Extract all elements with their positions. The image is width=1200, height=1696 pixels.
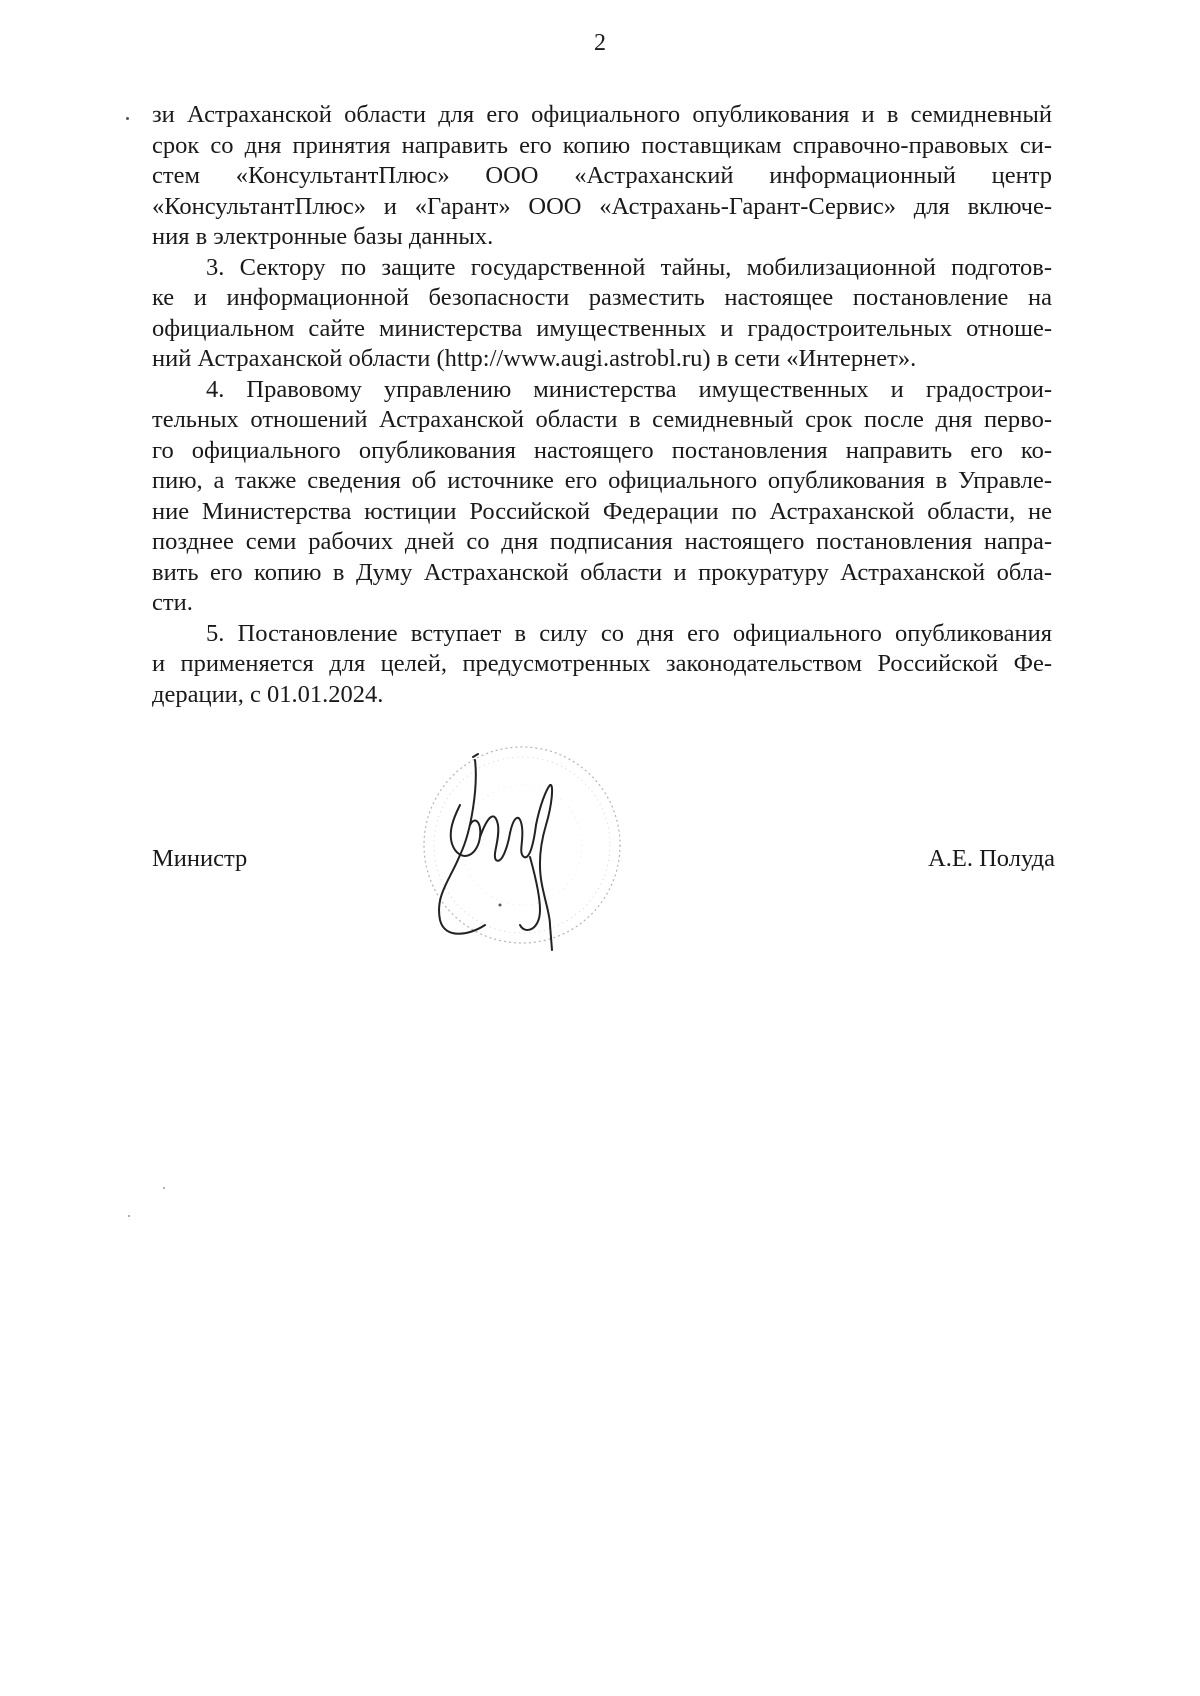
text-line: пию, а также сведения об источнике его официального опубликования в Управле- — [152, 467, 1052, 494]
handwritten-signature — [439, 754, 552, 950]
text-line: и применяется для целей, предусмотренных законодательством Российской Фе- — [152, 650, 1052, 677]
scan-speck — [128, 1215, 130, 1217]
page-number: 2 — [594, 30, 606, 56]
stamp-and-signature-image — [400, 745, 645, 990]
text-line: 5. Постановление вступает в силу со дня его официального опубликования — [206, 619, 1052, 647]
text-line: позднее семи рабочих дней со дня подписания настоящего постановления напра- — [152, 528, 1052, 555]
text-line: вить его копию в Думу Астраханской области и прокуратуру Астраханской обла- — [152, 558, 1052, 586]
signatory-name: А.Е. Полуда — [928, 845, 1055, 872]
scan-speck — [163, 1187, 165, 1189]
text-line: срок со дня принятия направить его копию поставщикам справочно-правовых си- — [152, 131, 1052, 159]
ink-dot — [499, 904, 502, 907]
text-line: сти. — [152, 589, 193, 616]
document-body — [152, 100, 1052, 710]
text-line: «КонсультантПлюс» и «Гарант» ООО «Астрахань-Гарант-Сервис» для включе- — [152, 192, 1052, 220]
text-line: ний Астраханской области (http://www.augi.astrobl.ru) в сети «Интернет». — [152, 345, 917, 372]
signature-with-stamp — [400, 745, 645, 990]
text-line: зи Астраханской области для его официального опубликования и в семидневный — [152, 101, 1052, 128]
text-line: го официального опубликования настоящего постановления направить его ко- — [152, 436, 1052, 464]
text-line: ние Министерства юстиции Российской Федерации по Астраханской области, не — [152, 497, 1052, 525]
text-line: дерации, с 01.01.2024. — [152, 680, 384, 708]
text-line: официальном сайте министерства имущественных и градостроительных отноше- — [152, 314, 1052, 342]
scan-artifact-dot — [126, 117, 129, 120]
text-line: 3. Сектору по защите государственной тайны, мобилизационной подготов- — [206, 253, 1052, 281]
text-line: стем «КонсультантПлюс» ООО «Астраханский информационный центр — [152, 162, 1052, 189]
text-line: тельных отношений Астраханской области в семидневный срок после дня перво- — [152, 406, 1052, 433]
text-line: ке и информационной безопасности разместить настоящее постановление на — [152, 284, 1052, 311]
text-line: 4. Правовому управлению министерства имущественных и градострои- — [206, 375, 1052, 403]
signatory-title: Министр — [152, 845, 248, 872]
text-line: ния в электронные базы данных. — [152, 223, 494, 250]
